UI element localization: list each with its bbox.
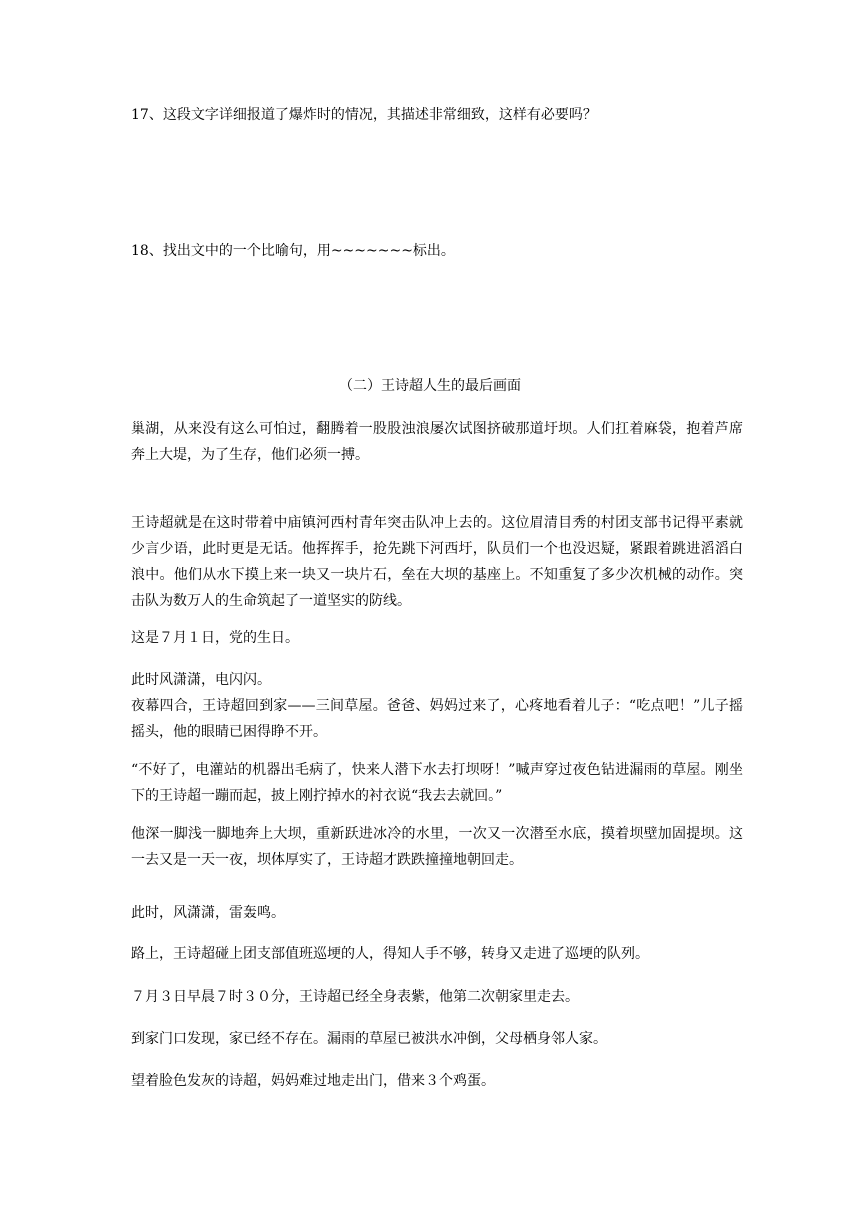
paragraph-6: “不好了，电灌站的机器出毛病了，快来人潜下水去打坝呀！”喊声穿过夜色钻进漏雨的草屋。刚坐下的王诗超一蹦而起，披上刚拧掉水的衬衣说“我去去就回。” — [131, 762, 743, 804]
paragraph-9: 路上，王诗超碰上团支部值班巡埂的人，得知人手不够，转身又走进了巡埂的队列。 — [131, 946, 649, 962]
paragraph-3: 这是７月１日，党的生日。 — [131, 630, 299, 646]
paragraph-1: 巢湖，从来没有这么可怕过，翻腾着一股股浊浪屡次试图挤破那道圩坝。人们扛着麻袋，抱着芦席奔上大堤，为了生存，他们必须一搏。 — [131, 421, 743, 463]
paragraph-5: 夜幕四合，王诗超回到家——三间草屋。爸爸、妈妈过来了，心疼地看着儿子：“吃点吧！”儿子摇摇头，他的眼睛已困得睁不开。 — [131, 698, 743, 740]
paragraph-11: 到家门口发现，家已经不存在。漏雨的草屋已被洪水冲倒，父母栖身邻人家。 — [131, 1031, 607, 1047]
paragraph-4: 此时风潇潇，电闪闪。 — [131, 672, 271, 688]
question-17: 17、这段文字详细报道了爆炸时的情况，其描述非常细致，这样有必要吗？ — [131, 107, 597, 123]
section-title: （二）王诗超人生的最后画面 — [339, 378, 521, 394]
paragraph-8: 此时，风潇潇，雷轰鸣。 — [131, 905, 285, 921]
paragraph-10: ７月３日早晨７时３０分，王诗超已经全身表紫，他第二次朝家里走去。 — [131, 989, 579, 1005]
question-18: 18、找出文中的一个比喻句，用~~~~~~~标出。 — [131, 243, 455, 259]
paragraph-12: 望着脸色发灰的诗超，妈妈难过地走出门，借来３个鸡蛋。 — [131, 1073, 495, 1089]
paragraph-2: 王诗超就是在这时带着中庙镇河西村青年突击队冲上去的。这位眉清目秀的村团支部书记得平素就少言少语，此时更是无话。他挥挥手，抢先跳下河西圩，队员们一个也没迟疑，紧跟着跳进滔滔白浪中。他们从水下摸上来一块又一块片石，垒在大坝的基座上。不知重复了多少次机械的动作。突击队为数万人的生命筑起了一道坚实的防线。 — [131, 515, 743, 609]
paragraph-7: 他深一脚浅一脚地奔上大坝，重新跃进冰冷的水里，一次又一次潜至水底，摸着坝壁加固提坝。这一去又是一天一夜，坝体厚实了，王诗超才跌跌撞撞地朝回走。 — [131, 826, 743, 868]
